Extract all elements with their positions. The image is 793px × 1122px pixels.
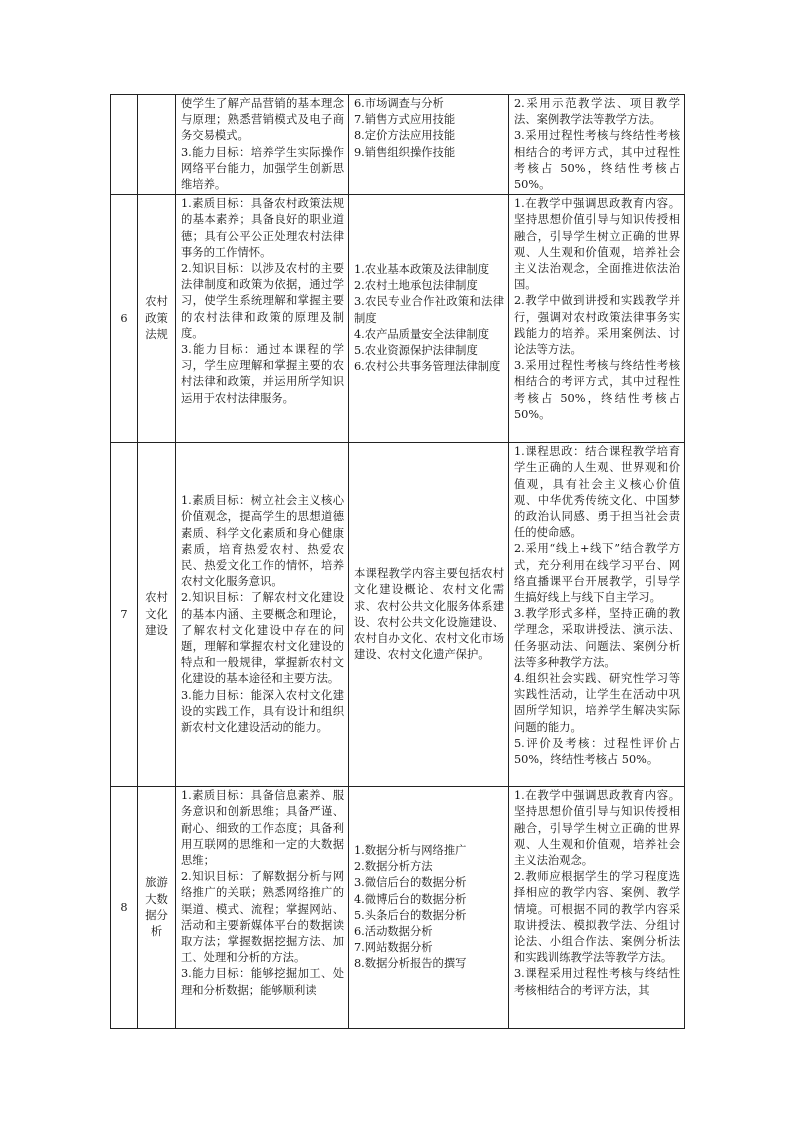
content-item: 3.农民专业合作社政策和法律制度 [354, 295, 504, 325]
course-name: 旅游大数据分析 [138, 787, 176, 1029]
content-item: 3.微信后台的数据分析 [354, 876, 467, 890]
table-row [111, 787, 685, 1029]
course-content [349, 443, 509, 787]
method-item: 5.评价及考核：过程性评价占 50%，终结性考核占 50%。 [514, 736, 680, 767]
method-item: 3.课程采用过程性考核与终结性考核相结合的考评方法，其 [514, 967, 680, 997]
method-item: 2.采用示范教学法、项目教学法、案例教学法等教学方法。 [514, 97, 680, 127]
method-item: 3.采用过程性考核与终结性考核相结合的考评方式，其中过程性考核占 50%，终结性考核占 50%。 [514, 359, 680, 421]
method-item: 2.教学中做到讲授和实践教学并行，强调对农村政策法律事务实践能力的培养。采用案例法、讨论法等方法。 [514, 294, 680, 357]
method-item: 2.教师应根据学生的学习程度选择相应的教学内容、案例、教学情境。可根据不同的教学内容采取讲授法、模拟教学法、分组讨论法、小组合作法、案例分析法和实践训练教学法等教学方法。 [514, 870, 680, 965]
content-item: 6.活动数据分析 [354, 924, 433, 938]
teaching-methods [509, 95, 685, 195]
goal-item: 3.能力目标：培养学生实际操作网络平台能力，加强学生创新思维培养。 [181, 145, 344, 192]
content-item: 2.数据分析方法 [354, 860, 433, 874]
method-item: 1.在教学中强调思政教育内容。坚持思想价值引导与知识传授相融合，引导学生树立正确的世界观、人生观和价值观，培养社会主义法治观念，全面推进依法治国。 [514, 197, 680, 292]
course-goals [176, 195, 349, 443]
course-goals [176, 443, 349, 787]
method-item: 1.课程思政：结合课程教学培育学生正确的人生观、世界观和价值观，具有社会主义核心价值观、中华优秀传统文化、中国梦的政治认同感、勇于担当社会责任的使命感。 [514, 445, 680, 540]
goal-item: 3.能力目标：能深入农村文化建设的实践工作，具有设计和组织新农村文化建设活动的能力。 [181, 688, 344, 735]
content-item: 5.农业资源保护法律制度 [354, 344, 478, 358]
content-item: 4.微博后台的数据分析 [354, 892, 467, 906]
table-row [111, 95, 685, 195]
goal-item: 1.素质目标：具备信息素养、服务意识和创新思维；具备严谨、耐心、细致的工作态度；具备利用互联网的思维和一定的大数据思维； [181, 789, 344, 868]
row-number [111, 95, 138, 195]
goal-item: 2.知识目标：了解农村文化建设的基本内涵、主要概念和理论，了解农村文化建设中存在的问题，理解和掌握农村文化建设的特点和一般规律，掌握新农村文化建设的基本途径和主要方法。 [181, 591, 344, 686]
goal-item: 2.知识目标：了解数据分析与网络推广的关联；熟悉网络推广的渠道、模式、流程；掌握网站、活动和主要新媒体平台的数据读取方法；掌握数据挖掘方法、加工、处理和分析的方法。 [181, 870, 344, 965]
course-table [110, 94, 685, 1029]
content-item: 6.市场调查与分析 [354, 97, 444, 110]
table-row [111, 195, 685, 443]
table-row [111, 443, 685, 787]
method-item: 4.组织社会实践、研究性学习等实践性活动，让学生在活动中巩固所学知识，培养学生解决实际问题的能力。 [514, 672, 680, 734]
course-content [349, 95, 509, 195]
row-number: 8 [111, 787, 138, 1029]
content-item: 1.数据分析与网络推广 [354, 843, 467, 857]
content-item: 9.销售组织操作技能 [354, 145, 456, 159]
row-number: 6 [111, 195, 138, 443]
goal-item: 1.素质目标：具备农村政策法规的基本素养；具备良好的职业道德；具有公平公正处理农村法律事务的工作情怀。 [181, 197, 344, 259]
content-item: 7.网站数据分析 [354, 941, 433, 955]
goal-item: 2.知识目标：以涉及农村的主要法律制度和政策为依据，通过学习，使学生系统理解和掌握主要的农村法律和政策的原理及制度。 [181, 262, 344, 340]
method-item: 2.采用“线上+线下”结合教学方式，充分利用在线学习平台、网络直播课平台开展教学，引导学生搞好线上与线下自主学习。 [514, 542, 680, 605]
method-item: 3.采用过程性考核与终结性考核相结合的考评方式，其中过程性考核占 50%，终结性考核占 50%。 [514, 129, 680, 192]
content-item: 2.农村土地承包法律制度 [354, 279, 478, 293]
method-item: 1.在教学中强调思政教育内容。坚持思想价值引导与知识传授相融合，引导学生树立正确的世界观、人生观和价值观，培养社会主义法治观念。 [514, 789, 680, 868]
content-item: 8.数据分析报告的撰写 [354, 957, 467, 971]
course-name: 农村文化建设 [138, 443, 176, 787]
content-item: 6.农村公共事务管理法律制度 [354, 360, 501, 374]
content-item: 5.头条后台的数据分析 [354, 908, 467, 922]
content-item: 本课程教学内容主要包括农村文化建设概论、农村文化需求、农村公共文化服务体系建设、农村公共文化设施建设、农村自办文化、农村文化市场建设、农村文化遗产保护。 [354, 567, 504, 662]
course-name [138, 95, 176, 195]
content-item: 7.销售方式应用技能 [354, 113, 456, 127]
goal-item: 1.素质目标：树立社会主义核心价值观念，提高学生的思想道德素质、科学文化素质和身心健康素质，培育热爱农村、热爱农民、热爱文化工作的情怀，培养农村文化服务意识。 [181, 494, 344, 589]
course-content [349, 787, 509, 1029]
content-item: 8.定价方法应用技能 [354, 129, 456, 143]
course-name: 农村政策法规 [138, 195, 176, 443]
goal-item: 3.能力目标：通过本课程的学习，学生应理解和掌握主要的农村法律和政策，并运用所学知识运用于农村法律服务。 [181, 343, 344, 405]
course-content [349, 195, 509, 443]
goal-item: 使学生了解产品营销的基本理念与原理；熟悉营销模式及电子商务交易模式。 [181, 97, 344, 143]
course-goals [176, 787, 349, 1029]
course-goals [176, 95, 349, 195]
content-item: 4.农产品质量安全法律制度 [354, 327, 490, 341]
row-number: 7 [111, 443, 138, 787]
teaching-methods [509, 443, 685, 787]
teaching-methods [509, 195, 685, 443]
teaching-methods [509, 787, 685, 1029]
content-item: 1.农业基本政策及法律制度 [354, 263, 490, 276]
goal-item: 3.能力目标：能够挖掘加工、处理和分析数据；能够顺利读 [181, 967, 344, 997]
method-item: 3.教学形式多样，坚持正确的教学理念，采取讲授法、演示法、任务驱动法、问题法、案例分析法等多种教学方法。 [514, 607, 680, 669]
